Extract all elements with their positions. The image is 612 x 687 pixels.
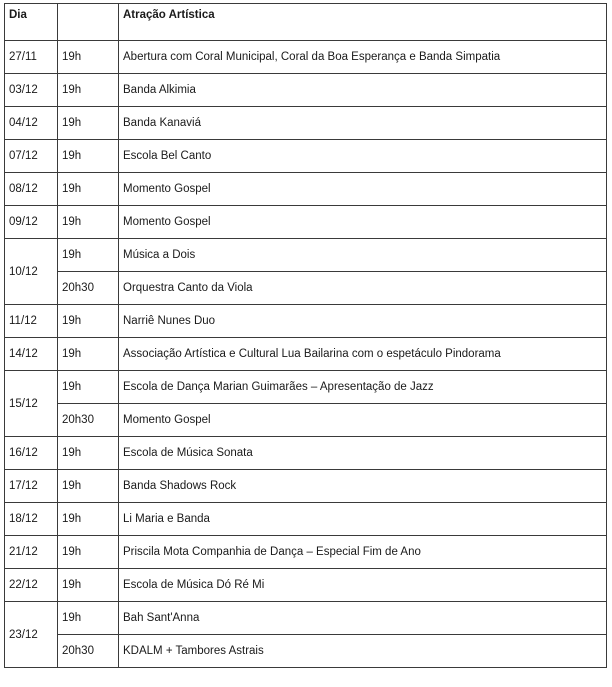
day-cell: 09/12 bbox=[5, 206, 58, 239]
attraction-cell: Banda Shadows Rock bbox=[119, 470, 607, 503]
table-row bbox=[5, 305, 607, 338]
schedule-body bbox=[5, 41, 607, 668]
time-cell: 19h bbox=[58, 206, 119, 239]
day-cell: 03/12 bbox=[5, 74, 58, 107]
time-cell: 19h bbox=[58, 371, 119, 404]
day-cell: 17/12 bbox=[5, 470, 58, 503]
time-cell: 19h bbox=[58, 536, 119, 569]
attraction-cell: Abertura com Coral Municipal, Coral da Boa Esperança e Banda Simpatia bbox=[119, 41, 607, 74]
attraction-cell: Momento Gospel bbox=[119, 173, 607, 206]
header-attraction: Atração Artística bbox=[119, 4, 607, 41]
attraction-cell: Narriê Nunes Duo bbox=[119, 305, 607, 338]
header-time bbox=[58, 4, 119, 41]
day-cell: 04/12 bbox=[5, 107, 58, 140]
time-cell: 19h bbox=[58, 569, 119, 602]
table-row bbox=[5, 404, 607, 437]
header-row bbox=[5, 4, 607, 41]
time-cell: 19h bbox=[58, 239, 119, 272]
day-cell: 15/12 bbox=[5, 371, 58, 437]
table-row bbox=[5, 206, 607, 239]
attraction-cell: Escola de Dança Marian Guimarães – Apresentação de Jazz bbox=[119, 371, 607, 404]
attraction-cell: Momento Gospel bbox=[119, 206, 607, 239]
attraction-cell: Banda Kanaviá bbox=[119, 107, 607, 140]
schedule-table bbox=[4, 3, 607, 668]
attraction-cell: Banda Alkimia bbox=[119, 74, 607, 107]
day-cell: 10/12 bbox=[5, 239, 58, 305]
time-cell: 19h bbox=[58, 305, 119, 338]
header-day: Dia bbox=[5, 4, 58, 41]
table-row bbox=[5, 437, 607, 470]
day-cell: 22/12 bbox=[5, 569, 58, 602]
table-row bbox=[5, 338, 607, 371]
attraction-cell: KDALM + Tambores Astrais bbox=[119, 635, 607, 668]
time-cell: 20h30 bbox=[58, 272, 119, 305]
time-cell: 19h bbox=[58, 602, 119, 635]
day-cell: 18/12 bbox=[5, 503, 58, 536]
time-cell: 19h bbox=[58, 41, 119, 74]
attraction-cell: Orquestra Canto da Viola bbox=[119, 272, 607, 305]
day-cell: 08/12 bbox=[5, 173, 58, 206]
table-row bbox=[5, 536, 607, 569]
table-row bbox=[5, 140, 607, 173]
attraction-cell: Música a Dois bbox=[119, 239, 607, 272]
day-cell: 27/11 bbox=[5, 41, 58, 74]
time-cell: 20h30 bbox=[58, 404, 119, 437]
time-cell: 19h bbox=[58, 470, 119, 503]
table-row bbox=[5, 74, 607, 107]
attraction-cell: Li Maria e Banda bbox=[119, 503, 607, 536]
table-row bbox=[5, 41, 607, 74]
table-row bbox=[5, 371, 607, 404]
table-row bbox=[5, 602, 607, 635]
time-cell: 20h30 bbox=[58, 635, 119, 668]
attraction-cell: Escola de Música Dó Ré Mi bbox=[119, 569, 607, 602]
time-cell: 19h bbox=[58, 437, 119, 470]
attraction-cell: Bah Sant'Anna bbox=[119, 602, 607, 635]
table-row bbox=[5, 635, 607, 668]
day-cell: 23/12 bbox=[5, 602, 58, 668]
time-cell: 19h bbox=[58, 503, 119, 536]
table-row bbox=[5, 470, 607, 503]
time-cell: 19h bbox=[58, 107, 119, 140]
time-cell: 19h bbox=[58, 338, 119, 371]
day-cell: 14/12 bbox=[5, 338, 58, 371]
time-cell: 19h bbox=[58, 140, 119, 173]
attraction-cell: Escola Bel Canto bbox=[119, 140, 607, 173]
attraction-cell: Momento Gospel bbox=[119, 404, 607, 437]
table-row bbox=[5, 272, 607, 305]
day-cell: 11/12 bbox=[5, 305, 58, 338]
table-row bbox=[5, 107, 607, 140]
table-row bbox=[5, 503, 607, 536]
attraction-cell: Escola de Música Sonata bbox=[119, 437, 607, 470]
time-cell: 19h bbox=[58, 173, 119, 206]
day-cell: 21/12 bbox=[5, 536, 58, 569]
attraction-cell: Priscila Mota Companhia de Dança – Especial Fim de Ano bbox=[119, 536, 607, 569]
time-cell: 19h bbox=[58, 74, 119, 107]
table-row bbox=[5, 173, 607, 206]
table-row bbox=[5, 239, 607, 272]
table-row bbox=[5, 569, 607, 602]
attraction-cell: Associação Artística e Cultural Lua Bailarina com o espetáculo Pindorama bbox=[119, 338, 607, 371]
day-cell: 07/12 bbox=[5, 140, 58, 173]
day-cell: 16/12 bbox=[5, 437, 58, 470]
